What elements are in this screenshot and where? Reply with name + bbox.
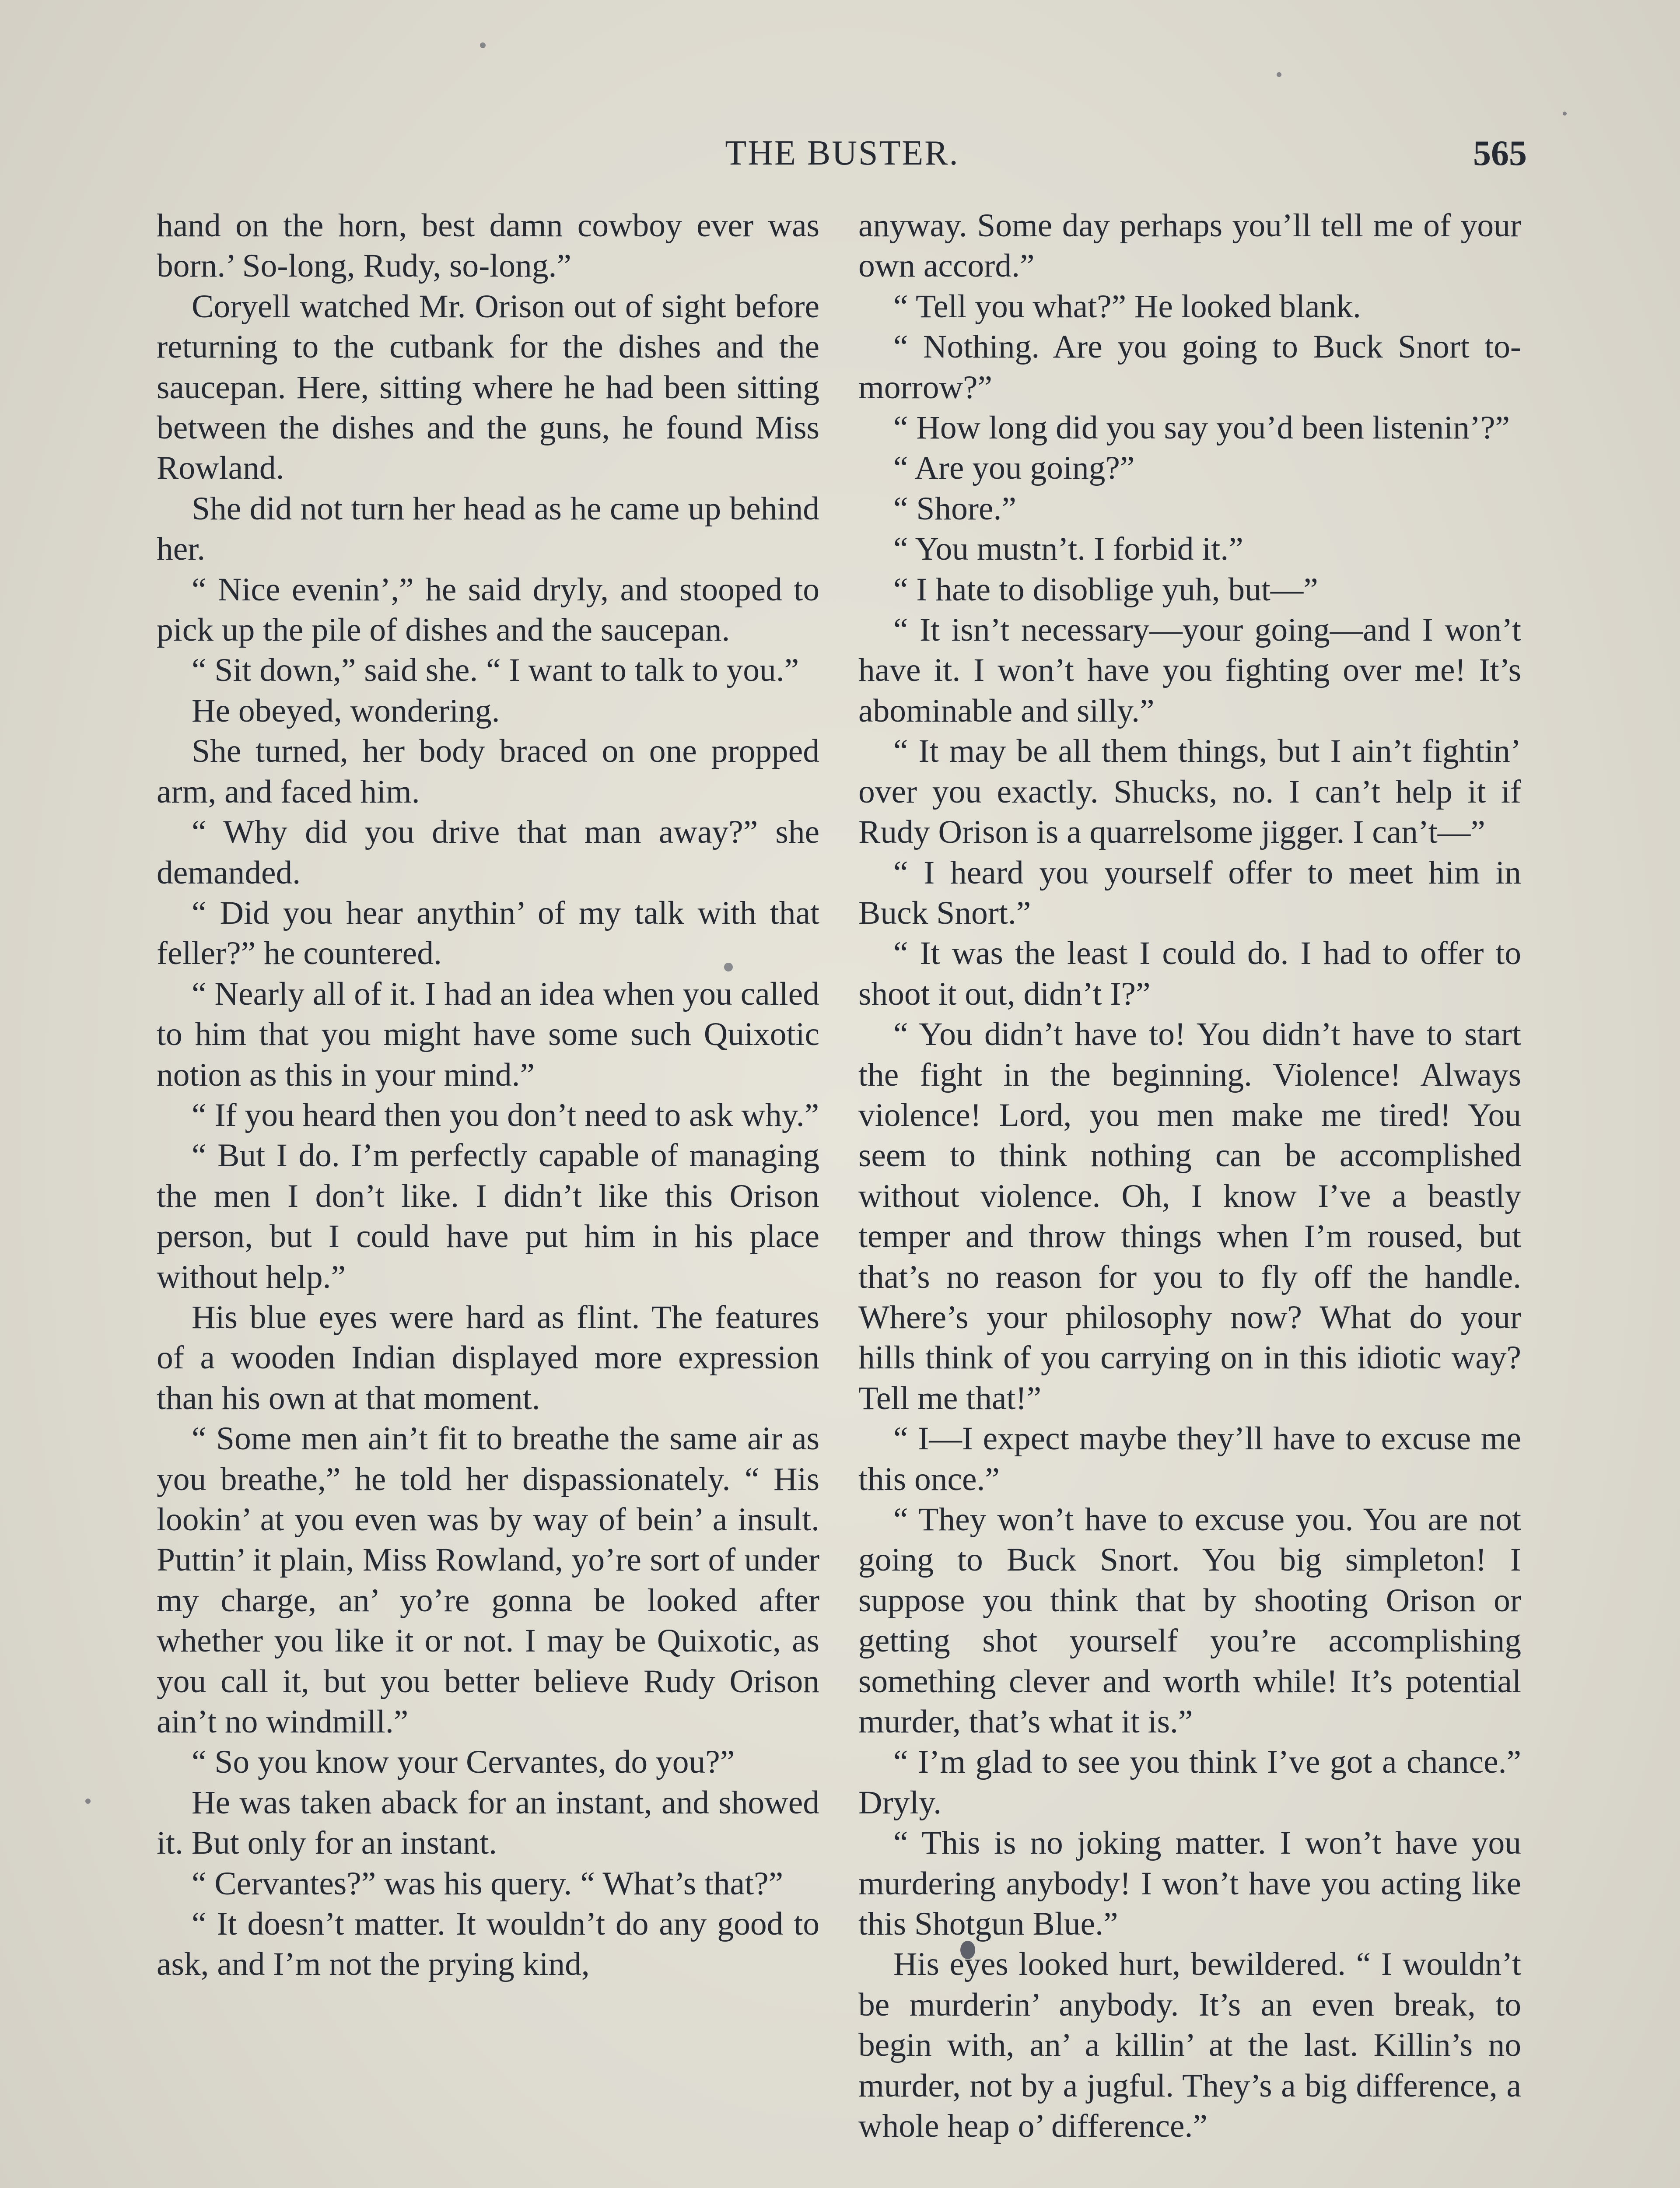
paragraph: “ Why did you drive that man away?” she demanded. [157, 814, 819, 891]
paragraph: “ So you know your Cervantes, do you?” [192, 1744, 735, 1781]
paragraph: “ Tell you what?” He looked blank. [893, 288, 1361, 325]
page-header [158, 131, 1527, 175]
paragraph: He was taken aback for an instant, and showed it. But only for an instant. [157, 1784, 819, 1862]
paragraph: He obeyed, wondering. [192, 692, 500, 729]
paragraph: “ Nothing. Are you going to Buck Snort to-morrow?” [858, 329, 1521, 406]
paragraph: “ You didn’t have to! You didn’t have to start the fight in the beginning. Violence! Always violence! Lord, you men make me tired! You seem to think nothing can be accomplished without violence. Oh, I know I’ve a beastly temper and throw things when I’m roused, but that’s no reason for you to fly off the handle. Where’s your philosophy now? What do your hills think of you carrying on in this idiotic way? Tell me that!” [858, 1016, 1521, 1417]
paragraph: “ But I do. I’m perfectly capable of managing the men I don’t like. I didn’t like this Orison person, but I could have put him in his place without help.” [157, 1137, 819, 1295]
left-column [157, 206, 819, 1985]
paragraph: “ I’m glad to see you think I’ve got a chance.” Dryly. [858, 1744, 1521, 1821]
ink-speck [480, 42, 486, 48]
paragraph: His eyes looked hurt, bewildered. “ I wouldn’t be murderin’ anybody. It’s an even break, to begin with, an’ a killin’ at the last. Killin’s no murder, not by a jugful. They’s a big difference, a whole heap o’ difference.” [858, 1946, 1521, 2145]
paragraph: “ How long did you say you’d been listenin’?” [893, 410, 1510, 446]
paragraph: “ You mustn’t. I forbid it.” [893, 531, 1243, 568]
ink-speck [1563, 112, 1567, 116]
paragraph: “ Some men ain’t fit to breathe the same air as you breathe,” he told her dispassionately. “ His lookin’ at you even was by way of bein’ a insult. Puttin’ it plain, Miss Rowland, yo’re sort of under my charge, an’ yo’re gonna be looked after whether you like it or not. I may be Quixotic, as you call it, but you better believe Rudy Orison ain’t no windmill.” [157, 1420, 819, 1740]
paragraph: Coryell watched Mr. Orison out of sight before returning to the cutbank for the dishes and the saucepan. Here, sitting where he had been sitting between the dishes and the guns, he found Miss Rowland. [157, 288, 819, 487]
paragraph: “ It doesn’t matter. It wouldn’t do any good to ask, and I’m not the prying kind, [157, 1906, 819, 1983]
paragraph: “ If you heard then you don’t need to ask why.” [192, 1097, 819, 1133]
paragraph: “ Are you going?” [893, 450, 1135, 487]
paragraph: anyway. Some day perhaps you’ll tell me of your own accord.” [858, 207, 1521, 284]
paragraph: “ I heard you yourself offer to meet him in Buck Snort.” [858, 854, 1521, 931]
right-column [858, 206, 1521, 2147]
paragraph: “ I—I expect maybe they’ll have to excuse me this once.” [858, 1420, 1521, 1497]
running-head: THE BUSTER. [725, 134, 959, 172]
paragraph: She turned, her body braced on one propped arm, and faced him. [157, 733, 819, 810]
paragraph: “ Nice evenin’,” he said dryly, and stooped to pick up the pile of dishes and the saucepan. [157, 571, 819, 649]
ink-speck [1277, 72, 1281, 77]
paragraph: “ This is no joking matter. I won’t have you murdering anybody! I won’t have you acting like this Shotgun Blue.” [858, 1825, 1521, 1943]
paragraph: “ I hate to disoblige yuh, but—” [893, 571, 1318, 608]
paragraph: “ Cervantes?” was his query. “ What’s that?” [192, 1865, 784, 1902]
paragraph: “ It was the least I could do. I had to offer to shoot it out, didn’t I?” [858, 935, 1521, 1012]
ink-speck [85, 1799, 91, 1804]
paragraph: “ Sit down,” said she. “ I want to talk to you.” [192, 652, 799, 689]
paragraph: “ Shore.” [893, 490, 1016, 527]
paragraph: “ It isn’t necessary—your going—and I won’t have it. I won’t have you fighting over me! It’s abominable and silly.” [858, 612, 1521, 729]
paragraph: His blue eyes were hard as flint. The features of a wooden Indian displayed more expression than his own at that moment. [157, 1299, 819, 1417]
paragraph: “ It may be all them things, but I ain’t fightin’ over you exactly. Shucks, no. I can’t help it if Rudy Orison is a quarrelsome jigger. I can’t—” [858, 733, 1521, 851]
paragraph: “ They won’t have to excuse you. You are not going to Buck Snort. You big simpleton! I suppose you think that by shooting Orison or getting shot yourself you’re accomplishing something clever and worth while! It’s potential murder, that’s what it is.” [858, 1501, 1521, 1740]
paragraph: “ Nearly all of it. I had an idea when you called to him that you might have some such Quixotic notion as this in your mind.” [157, 975, 819, 1093]
page-number: 565 [1473, 133, 1527, 173]
paragraph: “ Did you hear anythin’ of my talk with that feller?” he countered. [157, 894, 819, 972]
paragraph: hand on the horn, best damn cowboy ever was born.’ So-long, Rudy, so-long.” [157, 207, 819, 284]
paragraph: She did not turn her head as he came up behind her. [157, 490, 819, 568]
